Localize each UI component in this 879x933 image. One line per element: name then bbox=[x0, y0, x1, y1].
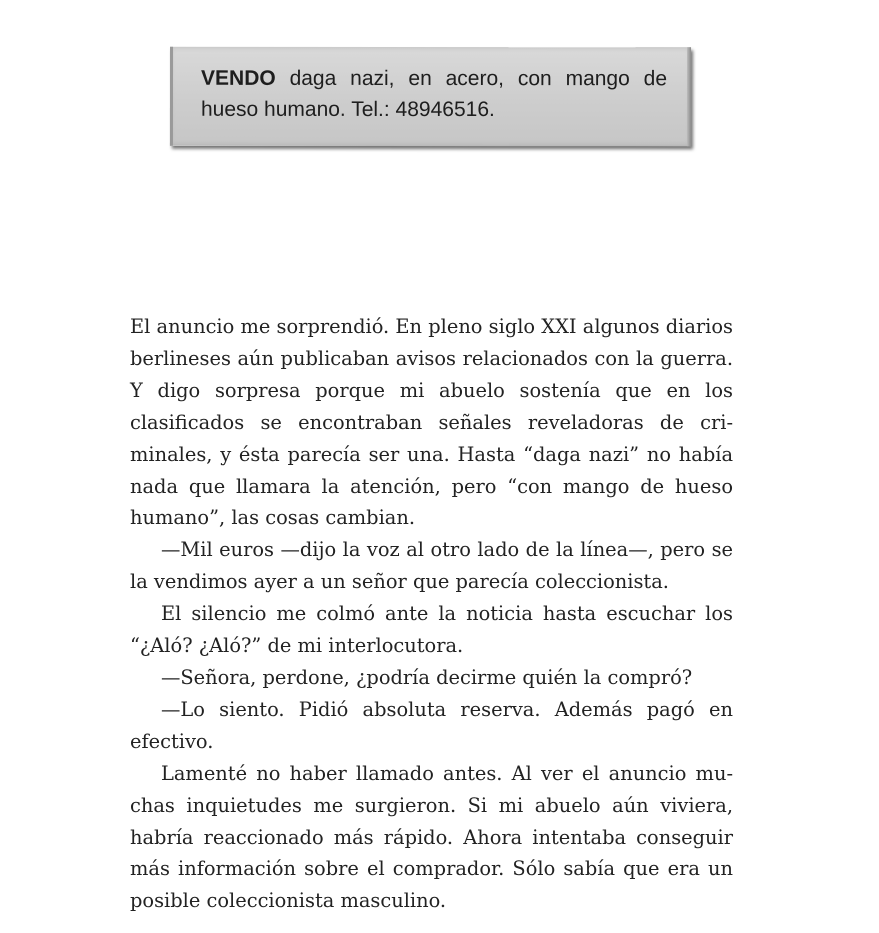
classified-ad-clipping bbox=[170, 47, 691, 146]
classified-ad-lead-word: VENDO bbox=[201, 66, 276, 90]
story-paragraph: Lamenté no haber llamado antes. Al ver el anuncio muchas inquietudes me surgieron. Si mi abuelo aún viviera, habría reaccionado más rápido. Ahora intentaba conseguir más información sobre el comprador. Sólo sabía que era un posible coleccionista masculino. bbox=[130, 761, 733, 913]
classified-ad-body: daga nazi, en acero, con mango de hueso humano. Tel.: 48946516. bbox=[200, 66, 668, 122]
story-text bbox=[130, 311, 733, 917]
story-paragraph: —Señora, perdone, ¿podría decirme quién la compró? bbox=[161, 665, 693, 689]
clipping-edge-left bbox=[170, 47, 173, 146]
clipping-edge-right bbox=[687, 47, 691, 146]
story-paragraph: —Lo siento. Pidió absoluta reserva. Además pagó en efectivo. bbox=[130, 697, 733, 753]
classified-ad-text bbox=[201, 63, 667, 125]
story-paragraph: —Mil euros —dijo la voz al otro lado de la línea—, pero se la vendimos ayer a un señor que parecía coleccionista. bbox=[130, 538, 733, 594]
story-paragraph: El silencio me colmó ante la noticia hasta escuchar los “¿Aló? ¿Aló?” de mi interlocutora. bbox=[130, 602, 733, 658]
story-paragraph: El anuncio me sorprendió. En pleno siglo XXI algunos diarios berlineses aún publicaban avisos relacionados con la guerra. Y digo sorpresa porque mi abuelo sostenía que en los clasificados se encontraban señales reveladoras de criminales, y ésta parecía ser una. Hasta “daga nazi” no había nada que llamara la atención, pero “con mango de hueso humano”, las cosas cambian. bbox=[130, 315, 733, 530]
